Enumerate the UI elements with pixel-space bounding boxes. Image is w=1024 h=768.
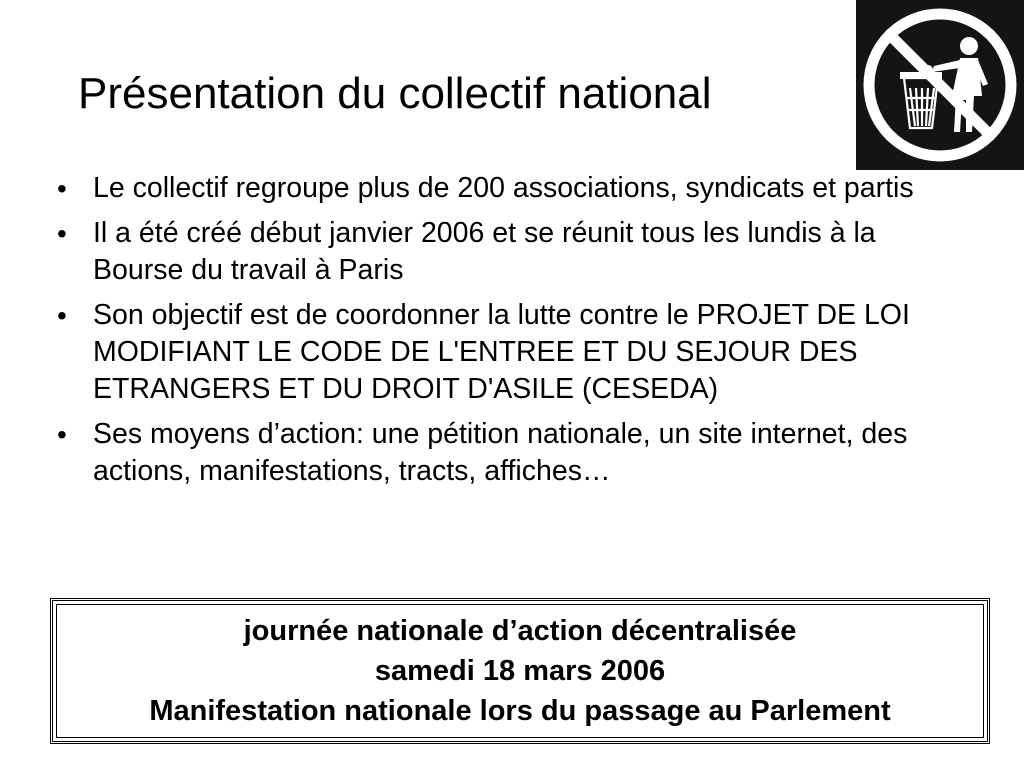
bullet-text: Ses moyens d’action: une pétition nationale, un site internet, des actions, manifestations, tracts, affiches… bbox=[93, 418, 908, 487]
slide-title: Présentation du collectif national bbox=[78, 69, 712, 118]
bullet-item bbox=[0, 215, 1000, 289]
banner-line-event: journée nationale d’action décentralisée bbox=[243, 615, 797, 647]
no-littering-icon bbox=[856, 0, 1024, 170]
bullet-marker: • bbox=[57, 218, 67, 249]
event-banner bbox=[50, 598, 990, 744]
bullet-text: Le collectif regroupe plus de 200 associations, syndicats et partis bbox=[93, 172, 914, 204]
bullet-marker: • bbox=[57, 173, 67, 204]
bullet-marker: • bbox=[57, 300, 67, 331]
no-littering-logo bbox=[856, 0, 1024, 170]
bullet-item bbox=[0, 297, 1000, 408]
bullet-text: Son objectif est de coordonner la lutte contre le PROJET DE LOI MODIFIANT LE CODE DE L'ENTREE ET DU SEJOUR DES ETRANGERS ET DU DROIT D'ASILE (CESEDA) bbox=[93, 299, 910, 405]
bullet-item bbox=[0, 416, 1000, 490]
bullet-item bbox=[0, 170, 1000, 207]
banner-line-date: samedi 18 mars 2006 bbox=[374, 655, 666, 687]
bullet-marker: • bbox=[57, 419, 67, 450]
bullet-list bbox=[0, 170, 1000, 498]
banner-line-demonstration: Manifestation nationale lors du passage au Parlement bbox=[149, 695, 891, 727]
banner-content bbox=[53, 611, 987, 731]
bullet-text: Il a été créé début janvier 2006 et se réunit tous les lundis à la Bourse du travail à Paris bbox=[93, 217, 876, 286]
